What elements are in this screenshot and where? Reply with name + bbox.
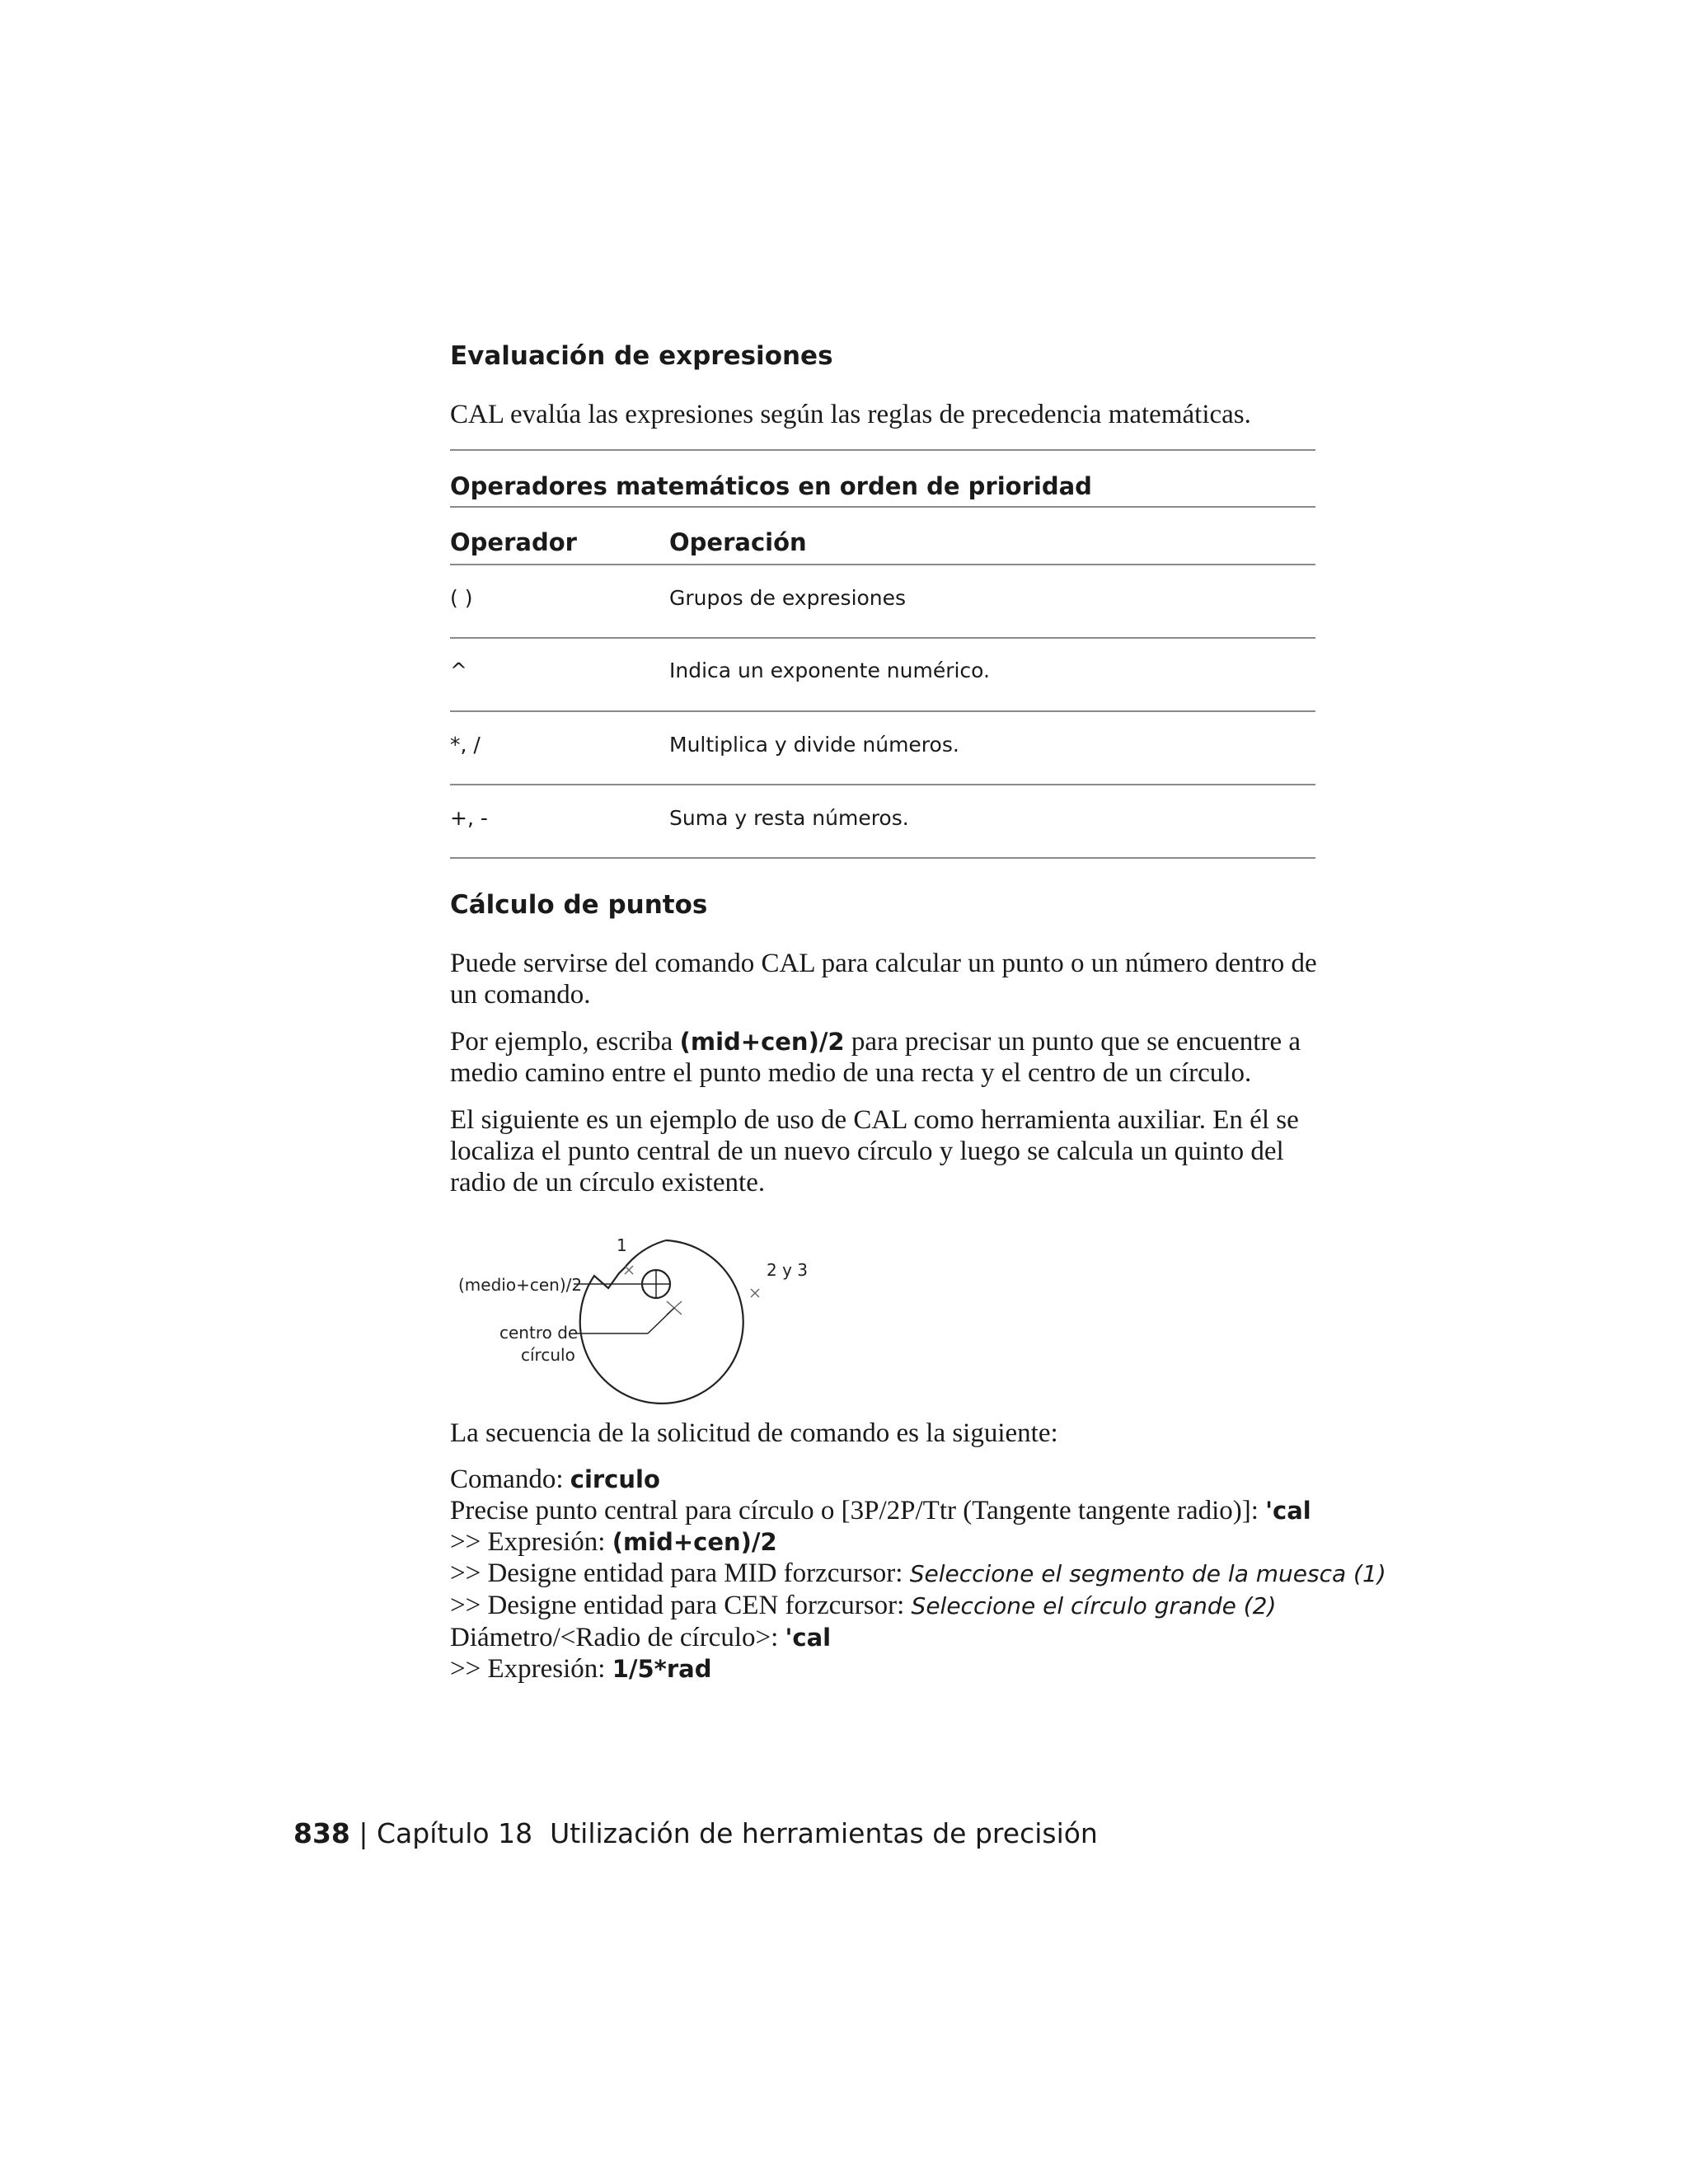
- command-line: [450, 1526, 1348, 1558]
- footer-separator: |: [359, 1817, 368, 1849]
- command-line: [450, 1558, 1386, 1590]
- cell-operator: +, -: [450, 806, 488, 830]
- table-rule: [450, 784, 1315, 785]
- command-prompt: Comando:: [450, 1465, 570, 1494]
- cell-operation: Suma y resta números.: [669, 806, 909, 830]
- command-instruction: Seleccione el segmento de la muesca (1): [909, 1560, 1386, 1587]
- table-rule: [450, 564, 1315, 565]
- section-title-evaluacion: Evaluación de expresiones: [450, 341, 833, 371]
- command-sequence: [450, 1464, 1386, 1685]
- command-line: [450, 1464, 1348, 1495]
- page-number: 838: [293, 1817, 350, 1849]
- cell-operation: Multiplica y divide números.: [669, 733, 959, 757]
- command-input: (mid+cen)/2: [612, 1528, 777, 1556]
- table-row: [450, 806, 1315, 831]
- command-input: circulo: [570, 1465, 660, 1493]
- command-instruction: Seleccione el círculo grande (2): [911, 1592, 1277, 1619]
- page-footer: [293, 1817, 1098, 1849]
- cell-operation: Grupos de expresiones: [669, 586, 907, 610]
- label-centro-de: centro de: [499, 1323, 579, 1343]
- cell-operation: Indica un exponente numérico.: [669, 658, 990, 682]
- command-line: [450, 1495, 1348, 1526]
- command-input: 'cal: [1265, 1497, 1311, 1525]
- label-points-2-3: 2 y 3: [767, 1260, 808, 1280]
- paragraph-1: Puede servirse del comando CAL para calcular un punto o un número dentro de un comando.: [450, 949, 1317, 1010]
- label-circulo: círculo: [521, 1345, 575, 1365]
- command-prompt: >> Designe entidad para MID forzcursor:: [450, 1558, 910, 1588]
- cell-operator: *, /: [450, 733, 481, 757]
- table-top-rule: [450, 449, 1315, 451]
- circle-diagram-svg: [450, 1218, 829, 1412]
- header-operador: Operador: [450, 528, 577, 556]
- command-input: 1/5*rad: [612, 1655, 712, 1683]
- command-input: 'cal: [785, 1624, 832, 1652]
- paragraph-2-text: para precisar un punto que se encuentre a medio camino entre el punto medio de una recta y el centro de un círculo.: [450, 1027, 1301, 1088]
- paragraph-2: [450, 1026, 1340, 1089]
- paragraph-2-text: Por ejemplo, escriba: [450, 1027, 680, 1057]
- table-row: [450, 586, 1315, 611]
- command-line: [450, 1653, 1348, 1685]
- intro-paragraph: CAL evalúa las expresiones según las reglas de precedencia matemáticas.: [450, 400, 1251, 429]
- paragraph-3: El siguiente es un ejemplo de uso de CAL como herramienta auxiliar. En él se localiza el punto central de un nuevo círculo y luego se calcula un quinto del radio de un círculo existente.: [450, 1105, 1299, 1197]
- command-prompt: >> Expresión:: [450, 1527, 612, 1557]
- circle-diagram: [450, 1218, 829, 1412]
- leader-line: [648, 1308, 674, 1333]
- table-row: [450, 658, 1315, 683]
- large-circle-with-notch: [580, 1240, 743, 1404]
- label-medio-cen: (medio+cen)/2: [458, 1275, 583, 1295]
- header-operacion: Operación: [669, 528, 807, 556]
- command-prompt: >> Designe entidad para CEN forzcursor:: [450, 1591, 912, 1620]
- cell-operator: ^: [450, 658, 467, 682]
- command-line: [450, 1622, 1348, 1653]
- command-line: [450, 1590, 1348, 1622]
- table-rule: [450, 710, 1315, 712]
- sequence-intro: La secuencia de la solicitud de comando es la siguiente:: [450, 1418, 1058, 1448]
- table-row: [450, 733, 1315, 757]
- chapter-label: Capítulo 18: [377, 1817, 533, 1849]
- table-header-row: [450, 528, 1315, 556]
- table-caption: Operadores matemáticos en orden de prioridad: [450, 472, 1092, 500]
- command-prompt: >> Expresión:: [450, 1654, 612, 1684]
- section-title-calculo: Cálculo de puntos: [450, 890, 708, 920]
- cell-operator: ( ): [450, 586, 473, 610]
- paragraph-2-expression: (mid+cen)/2: [679, 1028, 845, 1056]
- command-prompt: Diámetro/<Radio de círculo>:: [450, 1623, 785, 1652]
- label-point-1: 1: [617, 1235, 627, 1255]
- table-bottom-rule: [450, 857, 1315, 859]
- table-rule: [450, 506, 1315, 508]
- table-rule: [450, 637, 1315, 639]
- command-prompt: Precise punto central para círculo o [3P/2P/Ttr (Tangente tangente radio)]:: [450, 1496, 1266, 1526]
- chapter-title: Utilización de herramientas de precisión: [550, 1817, 1098, 1849]
